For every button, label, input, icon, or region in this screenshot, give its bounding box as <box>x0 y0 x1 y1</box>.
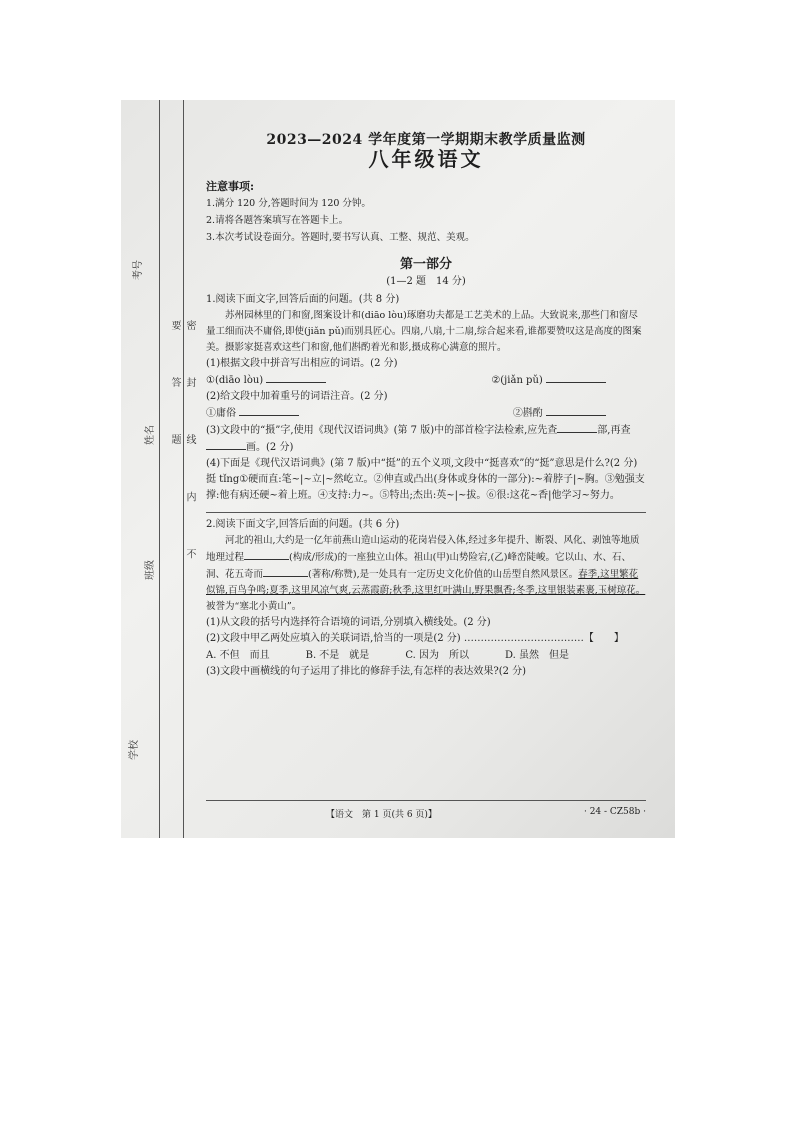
paper-code: · 24 - CZ58b · <box>583 807 646 817</box>
label-kaohao: 考号 <box>133 260 144 280</box>
margin-line-outer <box>159 100 160 838</box>
q1-sub1-a: ①(diāo lòu) <box>206 375 264 386</box>
answer-blank[interactable] <box>546 372 606 383</box>
q1-sub3-text-2: 部,再查 <box>597 425 631 436</box>
exam-paper-photo <box>121 100 675 838</box>
q1-sub2-a: ①庸俗 <box>206 408 236 419</box>
q2-passage-underlined: 春季,这里繁花似锦,百鸟争鸣;夏季,这里风凉气爽,云蒸霞蔚;秋季,这里红叶满山,野果飘香;冬季,这里银装素裹,玉树琼花。 <box>206 569 646 596</box>
answer-blank[interactable] <box>244 549 289 560</box>
option-a[interactable]: A. 不但 而且 <box>206 650 270 661</box>
answer-blank[interactable] <box>546 405 606 416</box>
exam-title: 2023—2024 学年度第一学期期末教学质量监测 <box>266 132 586 148</box>
page-info: 【语文 第 1 页(共 6 页)】 <box>326 810 437 820</box>
q2-sub3: (3)文段中画横线的句子运用了排比的修辞手法,有怎样的表达效果?(2 分) <box>206 666 527 677</box>
q1-sub2: (2)给文段中加着重号的词语注音。(2 分) <box>206 391 388 402</box>
q1-sub3 <box>206 422 646 456</box>
q1-passage: 苏州园林里的门和窗,图案设计和(diāo lòu)琢磨功夫都是工艺美术的上品。大致说来,那些门和窗尽量工细而决不庸俗,即使(jiǎn pǔ)而别具匠心。四扇,八扇,十二扇,综合起来看,谁都要赞叹这是高度的图案美。摄影家挺喜欢这些门和窗,他们斟酌着光和影,摄成称心满意的照片。 <box>206 310 642 353</box>
q1-sub1-b: ②(jiǎn pǔ) <box>491 375 543 386</box>
question-separator <box>206 512 646 513</box>
option-c[interactable]: C. 因为 所以 <box>405 650 469 661</box>
page-content <box>206 132 646 680</box>
notice-heading: 注意事项: <box>206 180 255 193</box>
answer-blank[interactable] <box>557 422 597 433</box>
q1-sub4: (4)下面是《现代汉语词典》(第 7 版)中“挺”的五个义项,文段中“挺喜欢”的“挺”意思是什么?(2 分) <box>206 458 638 469</box>
part-title: 第一部分 <box>399 257 452 272</box>
q1-sub1: (1)根据文段中拼音写出相应的词语。(2 分) <box>206 358 398 369</box>
notice-item-2: 2.请将各题答案填写在答题卡上。 <box>206 215 349 226</box>
option-d[interactable]: D. 虽然 但是 <box>504 650 569 661</box>
subject-title: 八年级语文 <box>368 147 484 171</box>
q2-passage-c: (著称/称赞),是一处具有一定历史文化价值的山岳型自然风景区。 <box>308 569 579 580</box>
q2-passage-end: 被誉为“塞北小黄山”。 <box>206 601 302 612</box>
q2-passage <box>206 533 646 615</box>
q1-sub1-answers <box>206 372 646 389</box>
option-b[interactable]: B. 不是 就是 <box>305 650 370 661</box>
part-subtitle: (1—2 题 14 分) <box>386 276 466 287</box>
notice-item-3: 3.本次考试设卷面分。答题时,要书写认真、工整、规范、美观。 <box>206 232 475 243</box>
q2-options <box>206 647 646 664</box>
q2-passage-b: (构成/形成)的一座独立山体。祖山(甲)山势险宕,(乙)峰峦陡峻。它以山、水、石、洞、花五奇而 <box>206 552 631 580</box>
notice-item-1: 1.满分 120 分,答题时间为 120 分钟。 <box>206 198 371 209</box>
q2-sub1: (1)从文段的括号内选择符合语境的词语,分别填入横线处。(2 分) <box>206 617 491 628</box>
answer-blank[interactable] <box>206 439 246 450</box>
q1-sub2-b: ②斟酌 <box>512 408 543 419</box>
q2-sub2: (2)文段中甲乙两处应填入的关联词语,恰当的一项是(2 分) ………………………………【 】 <box>206 633 624 644</box>
q1-sub3-text-3: 画。(2 分) <box>246 442 294 453</box>
q1-sub4-definitions: 挺 tǐng①硬而直:笔~|~立|~然屹立。②伸直或凸出(身体或身体的一部分):~着脖子|~胸。③勉强支撑:他有病还硬~着上班。④支持:力~。⑤特出;杰出:英~|~拔。⑥很:这花~香|他学习~努力。 <box>206 474 645 501</box>
label-xingming: 姓名 <box>145 425 156 445</box>
seal-line-text: 密 封 线 内 不 要 答 题 <box>169 320 195 581</box>
page-footer <box>206 800 646 820</box>
q2-passage-a: 河北的祖山,大约是一亿年前燕山造山运动的花岗岩侵入体,经过多年提升、断裂、风化、剥蚀等地质地理过程 <box>206 535 640 563</box>
label-banji: 班级 <box>145 560 156 580</box>
answer-blank[interactable] <box>263 566 308 577</box>
answer-blank[interactable] <box>239 405 299 416</box>
answer-blank[interactable] <box>266 372 326 383</box>
q1-stem: 1.阅读下面文字,回答后面的问题。(共 8 分) <box>206 294 400 305</box>
label-xuexiao: 学校 <box>129 740 140 760</box>
q1-sub2-answers <box>206 405 646 422</box>
q2-stem: 2.阅读下面文字,回答后面的问题。(共 6 分) <box>206 519 400 530</box>
q1-sub3-text-1: (3)文段中的“摄”字,使用《现代汉语词典》(第 7 版)中的部首检字法检索,应先查 <box>206 425 558 436</box>
